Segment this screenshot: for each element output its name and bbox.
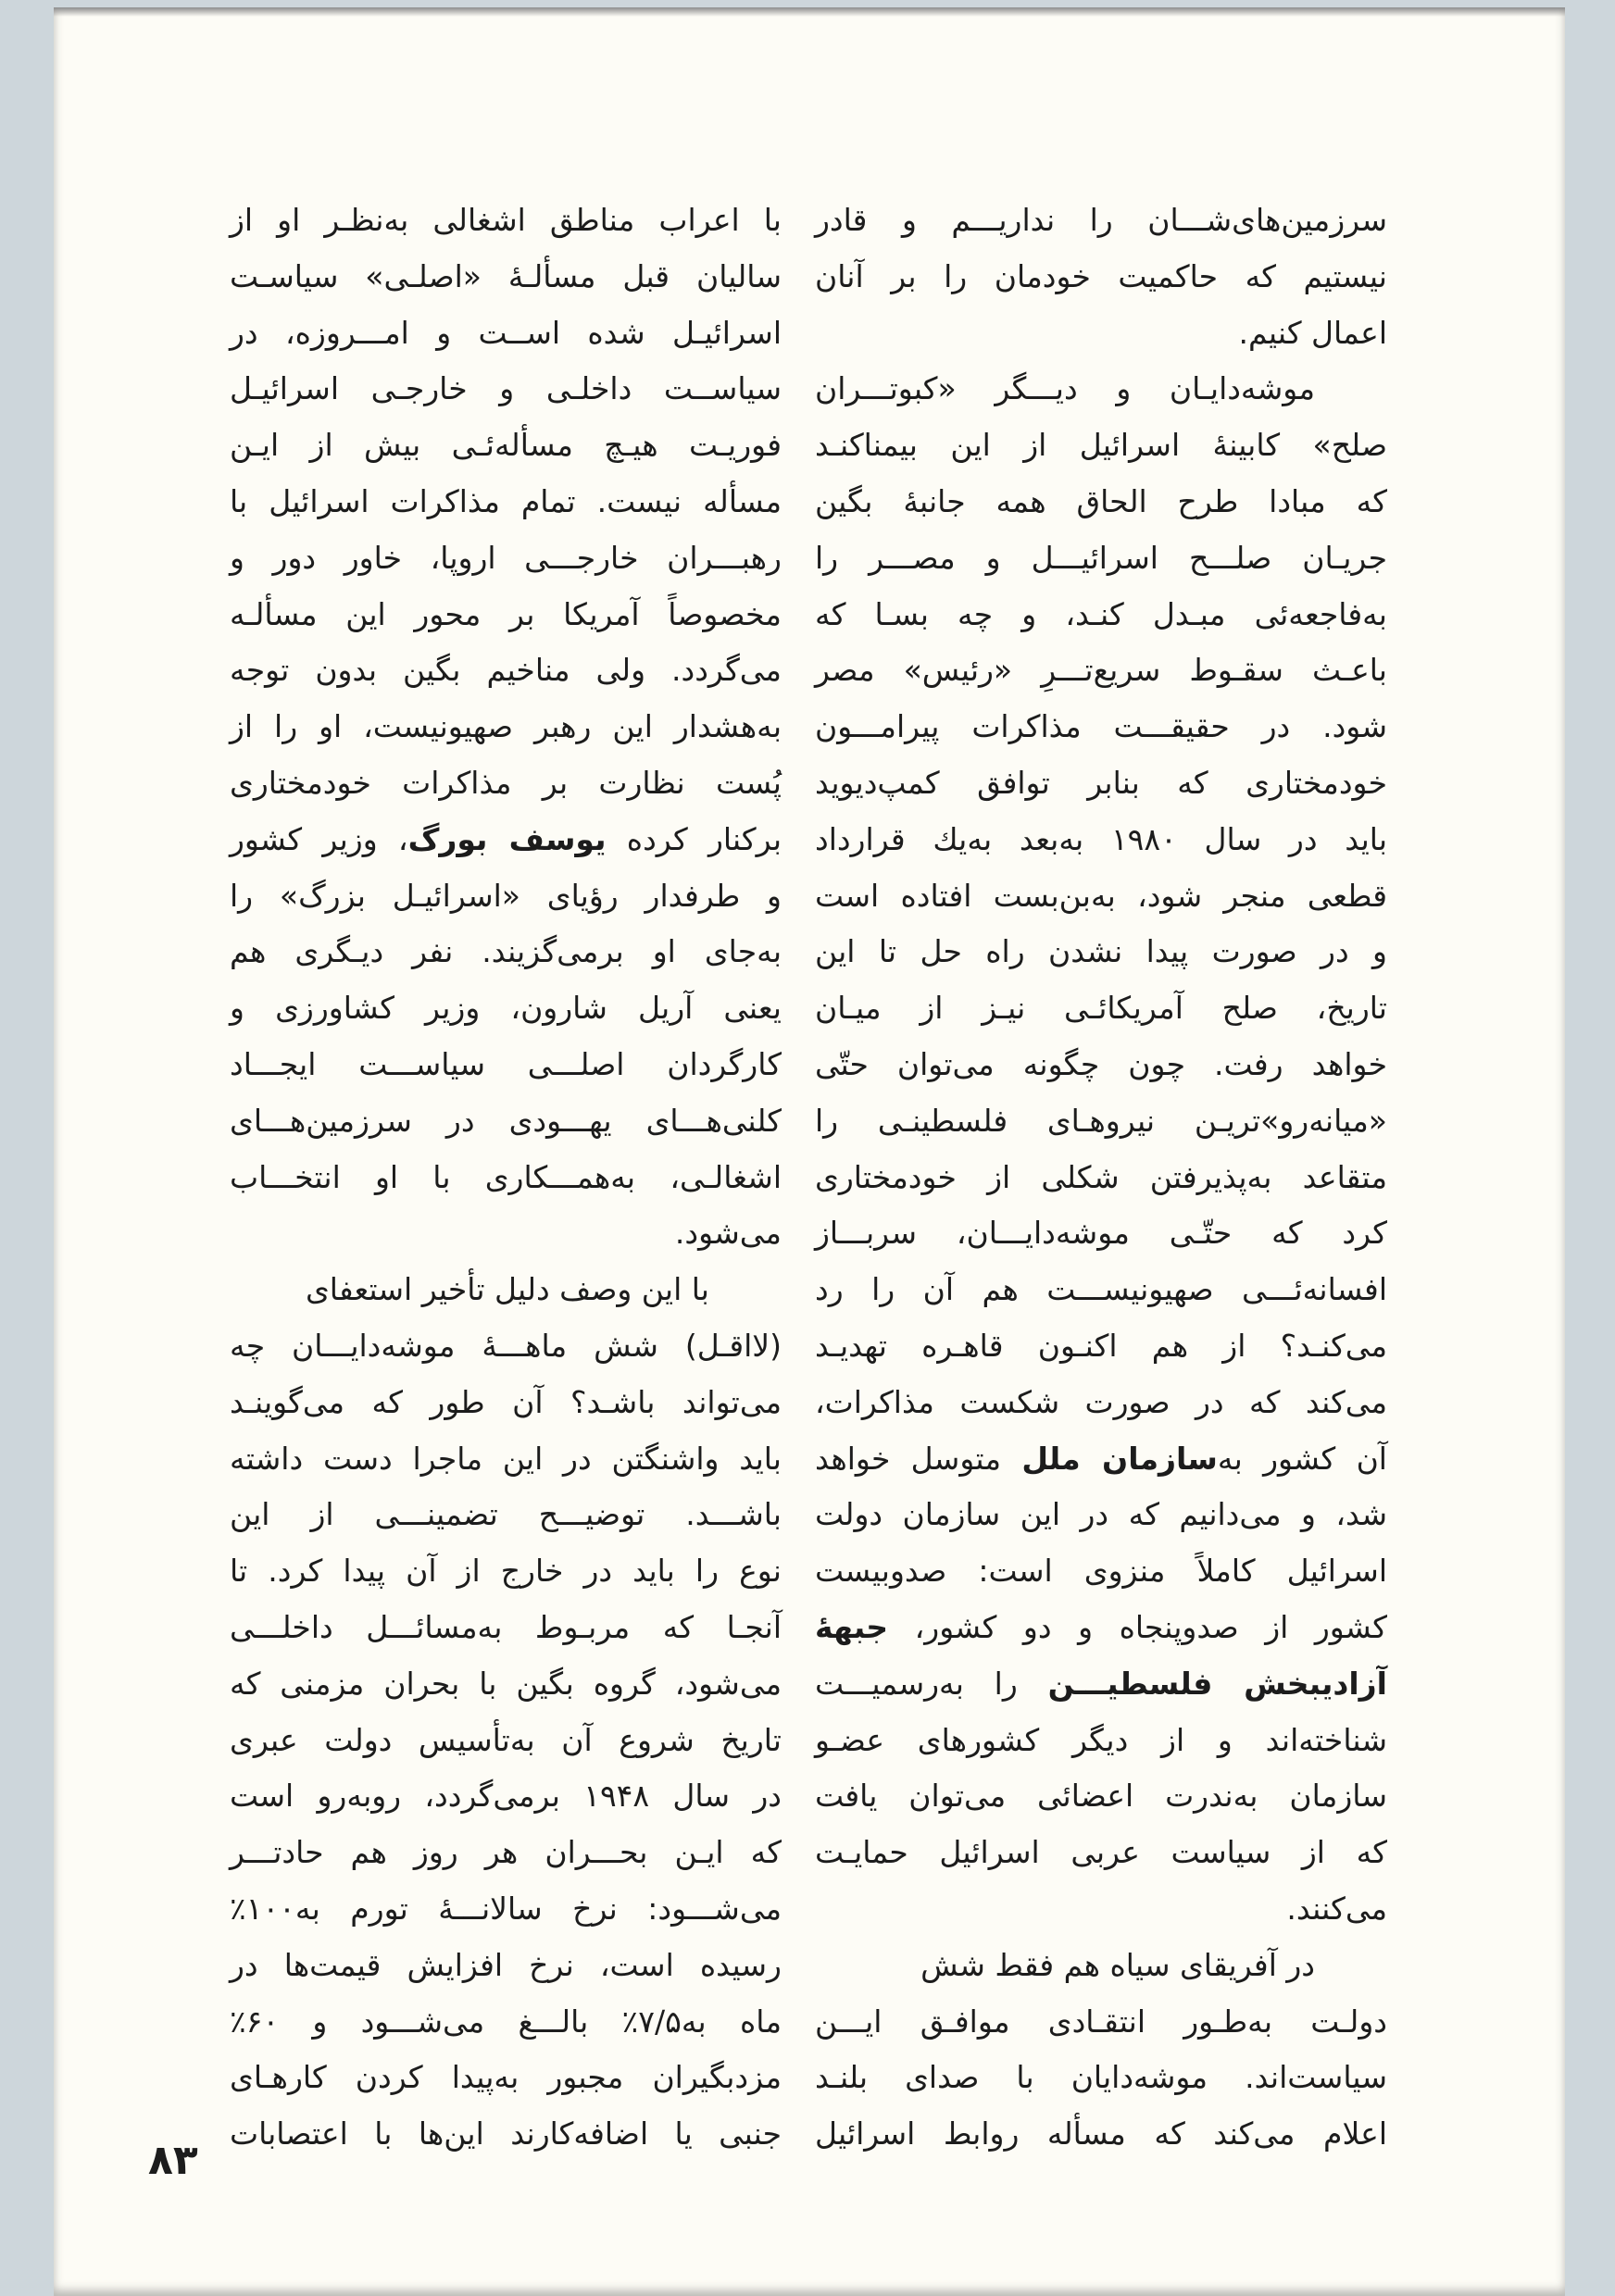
text-line: در سال ۱۹۴۸ برمی‌گردد، روبه‌رو است xyxy=(230,1778,782,1815)
text-line: که مبادا طرح الحاق همه جانبهٔ بگین xyxy=(815,482,1387,519)
text-line: اعمال کنیم. xyxy=(1238,314,1387,351)
text-line: پُست نظارت بر مذاکرات خودمختاری xyxy=(230,764,782,801)
text-line: که ایـن بحـــران هر روز هم حادتـــر xyxy=(230,1834,782,1871)
bold-term: سازمان ملل xyxy=(1021,1440,1218,1477)
text-line: می‌تواند باشـد؟ آن طور که می‌گوینـد xyxy=(230,1383,782,1420)
text-line: کرد که حتّـی موشه‌دایـــان، سربـــاز xyxy=(815,1215,1387,1252)
text-line: سیاست‌اند. موشه‌دایان با صدای بلنـد xyxy=(815,2059,1387,2096)
text-line: شود. در حقیقـــت مذاکرات پیرامـــون xyxy=(815,708,1387,745)
text-line: می‌شود. xyxy=(674,1215,782,1252)
text-line: کشور از صدوپنجاه و دو کشور، جبههٔ xyxy=(815,1608,1387,1645)
text-line: (لااقـل) شش ماهـــهٔ موشه‌دایـــان چه xyxy=(230,1327,782,1364)
text-line: می‌کند که در صورت شکست مذاکرات، xyxy=(815,1383,1387,1420)
text-column-left xyxy=(230,193,782,2163)
text-line: کارگردان اصلـــی سیاســـت ایجـــاد xyxy=(230,1045,782,1082)
text-line: و در صورت پیدا نشدن راه حل تا این xyxy=(815,933,1387,970)
text-line: شناخته‌اند و از دیگر کشورهای عضـو xyxy=(815,1721,1387,1758)
text-line: باید واشنگتن در این ماجرا دست داشته xyxy=(230,1440,782,1477)
bold-term: آزادیبخش فلسطیـــن xyxy=(1047,1665,1387,1702)
page-number: ۸۳ xyxy=(148,2137,198,2184)
text-line: جنبی یا اضافه‌کارند این‌ها با اعتصابات xyxy=(230,2115,782,2152)
text-line: می‌شود، گروه بگین با بحران مزمنی که xyxy=(230,1665,782,1702)
text-line: کلنی‌هـــای یهـــودی در سرزمین‌هـــای xyxy=(230,1102,782,1139)
text-line: افسانه‌ئـــی صهیونیســـت هم آن را رد xyxy=(815,1271,1387,1308)
text-line: سیاســت داخلـی و خارجـی اسرائیـل xyxy=(230,370,782,407)
text-line: در آفریقای سیاه هم فقط شش xyxy=(920,1946,1315,1983)
text-line: «میانه‌رو»تریـن نیروهـای فلسطینـی را xyxy=(815,1102,1387,1139)
text-line: جریـان صلـــح اسرائیـــل و مصـــر را xyxy=(815,539,1387,576)
text-line: می‌کنـد؟ از هم اکنـون قاهـره تهدیـد xyxy=(815,1327,1387,1364)
text-line: سالیان قبل مسألـهٔ «اصلـی» سیاسـت xyxy=(230,257,782,294)
text-line: مزدبگیران مجبور به‌پیدا کردن کارهـای xyxy=(230,2059,782,2096)
text-line: اشغالـی، به‌همـــکاری با او انتخـــاب xyxy=(230,1158,782,1195)
text-line: اعلام می‌کند که مسأله روابط اسرائیل xyxy=(815,2115,1387,2152)
text-line: با این وصف دلیل تأخیر استعفای xyxy=(305,1271,709,1308)
text-line: تاریخ، صلح آمریکائـی نیـز از میـان xyxy=(815,990,1387,1027)
text-line: تاریخ شروع آن به‌تأسیس دولت عبری xyxy=(230,1721,782,1758)
text-line: نوع را باید در خارج از آن پیدا کرد. تا xyxy=(230,1553,782,1590)
text-line: به‌فاجعه‌ئی مبـدل کنـد، و چه بسـا که xyxy=(815,595,1387,632)
text-line: مخصوصاً آمریکا بر محور این مسألـه xyxy=(230,595,782,632)
text-line: که از سیاست عربی اسرائیل حمایـت xyxy=(815,1834,1387,1871)
text-line: رهبـــران خارجـــی اروپا، خاور دور و xyxy=(230,539,782,576)
text-line: صلح» کابینهٔ اسرائیل از این بیمناکنـد xyxy=(815,427,1387,464)
text-line: رسیده است، نرخ افزایش قیمت‌ها در xyxy=(230,1946,782,1983)
text-line: آن کشور به‌سازمان ملل متوسل خواهد xyxy=(815,1440,1387,1477)
text-line: خودمختاری که بنابر توافق کمپ‌دیوید xyxy=(815,764,1387,801)
text-line: دولـت به‌طـور انتقـادی موافـق ایـــن xyxy=(815,2003,1387,2040)
text-line: نیستیم که حاکمیت خودمان را بر آنان xyxy=(815,257,1387,294)
text-line: یعنی آریل شارون، وزیر کشاورزی و xyxy=(230,990,782,1027)
text-line: به‌جای او برمی‌گزیند. نفر دیـگری هم xyxy=(230,933,782,970)
text-line: می‌گردد. ولی مناخیم بگین بدون توجه xyxy=(230,652,782,689)
text-line: و طرفدار رؤیای «اسرائیـل بزرگ» را xyxy=(230,877,782,914)
text-line: ماه به‌۷/۵٪ بالـــغ می‌شـــود و ۶۰٪ xyxy=(230,2003,782,2040)
text-line: سرزمین‌های‌شـــان را نداریـــم و قادر xyxy=(815,202,1387,238)
text-line: با اعراب مناطق اشغالی به‌نظـر او از xyxy=(230,202,782,238)
text-line: موشه‌دایـان و دیـــگر «کبوتـــران xyxy=(815,370,1315,407)
text-line: خواهد رفت. چون چگونه می‌توان حتّی xyxy=(815,1045,1387,1082)
text-line: به‌هشدار این رهبر صهیونیست، او را از xyxy=(230,708,782,745)
text-line: اسرائیـل شده اســت و امـــروزه، در xyxy=(230,314,782,351)
text-column-right xyxy=(815,193,1387,2163)
text-line: قطعی منجر شود، به‌بن‌بست افتاده است xyxy=(815,877,1387,914)
bold-term: یوسف بورگ xyxy=(407,820,607,857)
text-line: فوریـت هیـچ مسأله‌ئـی بیش از ایـن xyxy=(230,427,782,464)
text-line: باشـــد. توضیـــح تضمینـــی از این xyxy=(230,1496,782,1533)
text-line: می‌کنند. xyxy=(1286,1890,1387,1927)
text-line: مسأله نیست. تمام مذاکرات اسرائیل با xyxy=(230,482,782,519)
bold-term: جبههٔ xyxy=(815,1608,889,1645)
text-line: سازمان به‌ندرت اعضائی می‌توان یافت xyxy=(815,1778,1387,1815)
text-line: برکنار کرده یوسف بورگ، وزیر کشور xyxy=(230,820,782,857)
page-edge-shadow xyxy=(54,7,1565,17)
text-line: اسرائیل کاملاً منزوی است: صدوبیست xyxy=(815,1553,1387,1590)
text-line: آزادیبخش فلسطیـــن را به‌رسمیـــت xyxy=(815,1665,1387,1702)
text-line: شد، و می‌دانیم که در این سازمان دولت xyxy=(815,1496,1387,1533)
text-line: باید در سال ۱۹۸۰ به‌بعد به‌یك قرارداد xyxy=(815,820,1388,857)
text-line: متقاعد به‌پذیرفتن شکلی از خودمختاری xyxy=(815,1158,1387,1195)
text-line: می‌شـــود: نرخ سالانـــهٔ تورم به‌۱۰۰٪ xyxy=(230,1890,782,1927)
text-line: باعـث سقـوط سریع‌تـــرِ «رئیس» مصر xyxy=(815,652,1387,689)
text-line: آنجـا که مربـوط به‌مسائـــل داخلـــی xyxy=(230,1608,782,1645)
